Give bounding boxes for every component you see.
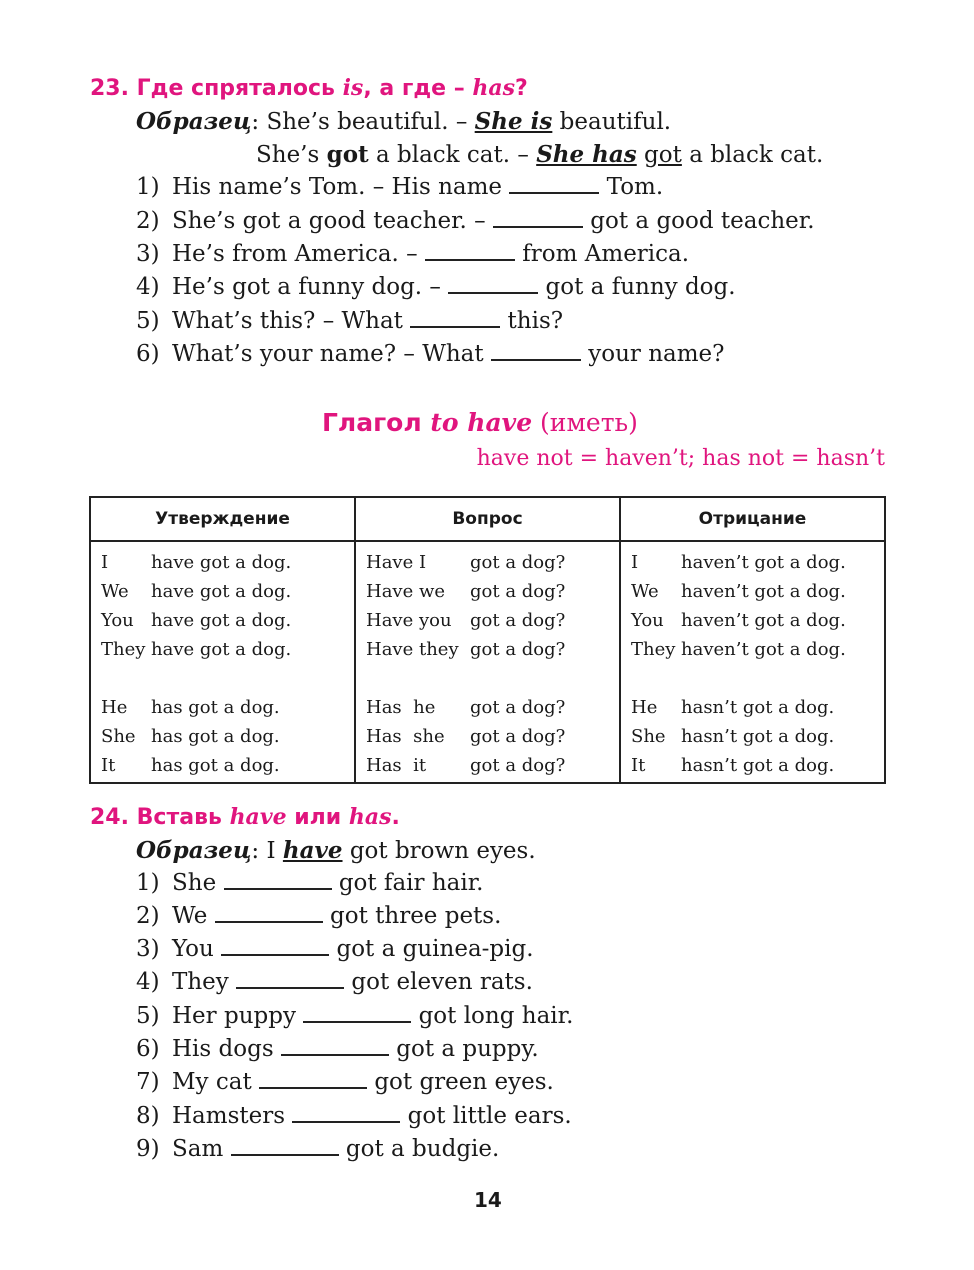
task-23-item: 5) What’s this? – What this? xyxy=(136,308,564,334)
task-24-title: 24. Вставь have или has. xyxy=(90,804,400,830)
table-row: She hasn’t got a dog. xyxy=(631,726,835,747)
table-row: He has got a dog. xyxy=(101,697,280,718)
page-number: 14 xyxy=(474,1188,502,1212)
table-row: I haven’t got a dog. xyxy=(631,552,846,573)
answer-blank[interactable] xyxy=(448,274,538,294)
table-row: Has she got a dog? xyxy=(366,726,566,747)
task-24-item: 3) You got a guinea-pig. xyxy=(136,936,534,962)
answer-blank[interactable] xyxy=(259,1069,367,1089)
answer-blank[interactable] xyxy=(292,1103,400,1123)
task-24-item: 1) She got fair hair. xyxy=(136,870,484,896)
task-24-item: 6) His dogs got a puppy. xyxy=(136,1036,539,1062)
answer-blank[interactable] xyxy=(509,174,599,194)
answer-blank[interactable] xyxy=(236,969,344,989)
table-row: You haven’t got a dog. xyxy=(631,610,846,631)
answer-blank[interactable] xyxy=(491,341,581,361)
task-23-item: 1) His name’s Tom. – His name Tom. xyxy=(136,174,664,200)
answer-blank[interactable] xyxy=(224,870,332,890)
task-24-item: 4) They got eleven rats. xyxy=(136,969,533,995)
answer-blank[interactable] xyxy=(221,936,329,956)
task-24-item: 5) Her puppy got long hair. xyxy=(136,1003,574,1029)
task-24-item: 8) Hamsters got little ears. xyxy=(136,1103,572,1129)
question-column xyxy=(355,541,620,783)
header-affirmative: Утверждение xyxy=(90,497,355,541)
task-23-item: 4) He’s got a funny dog. – got a funny dog. xyxy=(136,274,736,300)
answer-blank[interactable] xyxy=(215,903,323,923)
answer-blank[interactable] xyxy=(410,308,500,328)
table-row: She has got a dog. xyxy=(101,726,280,747)
answer-blank[interactable] xyxy=(303,1003,411,1023)
table-row: We haven’t got a dog. xyxy=(631,581,846,602)
table-row: Have we got a dog? xyxy=(366,581,566,602)
answer-blank[interactable] xyxy=(493,208,583,228)
table-row: We have got a dog. xyxy=(101,581,292,602)
task-23-item: 2) She’s got a good teacher. – got a good teacher. xyxy=(136,208,815,234)
task-24-item: 7) My cat got green eyes. xyxy=(136,1069,554,1095)
affirmative-column xyxy=(90,541,355,783)
task-23-example-2: She’s got a black cat. – She has got a black cat. xyxy=(256,141,824,168)
answer-blank[interactable] xyxy=(425,241,515,261)
negative-column xyxy=(620,541,885,783)
task-23-item: 6) What’s your name? – What your name? xyxy=(136,341,725,367)
table-row: They haven’t got a dog. xyxy=(631,639,846,660)
table-row: Has it got a dog? xyxy=(366,755,566,776)
task-24-example: Образец: I have got brown eyes. xyxy=(136,837,536,864)
table-row: You have got a dog. xyxy=(101,610,292,631)
task-23-item: 3) He’s from America. – from America. xyxy=(136,241,690,267)
header-question: Вопрос xyxy=(355,497,620,541)
task-24-item: 2) We got three pets. xyxy=(136,903,502,929)
task-23-title: 23. Где спряталось is, а где – has? xyxy=(90,75,528,101)
answer-blank[interactable] xyxy=(281,1036,389,1056)
task-24-item: 9) Sam got a budgie. xyxy=(136,1136,500,1162)
table-row: It has got a dog. xyxy=(101,755,280,776)
table-row: I have got a dog. xyxy=(101,552,292,573)
table-row: Has he got a dog? xyxy=(366,697,566,718)
answer-blank[interactable] xyxy=(231,1136,339,1156)
table-row: Have I got a dog? xyxy=(366,552,566,573)
table-row: Have they got a dog? xyxy=(366,639,566,660)
task-23-example-1: Образец: She’s beautiful. – She is beautiful. xyxy=(136,108,672,135)
table-row: Have you got a dog? xyxy=(366,610,566,631)
grammar-title: Глагол to have (иметь) xyxy=(322,408,638,437)
table-row: It hasn’t got a dog. xyxy=(631,755,835,776)
table-row: They have got a dog. xyxy=(101,639,292,660)
have-got-table xyxy=(89,496,886,784)
header-negative: Отрицание xyxy=(620,497,885,541)
contractions-note: have not = haven’t; has not = hasn’t xyxy=(476,446,885,471)
table-row: He hasn’t got a dog. xyxy=(631,697,835,718)
